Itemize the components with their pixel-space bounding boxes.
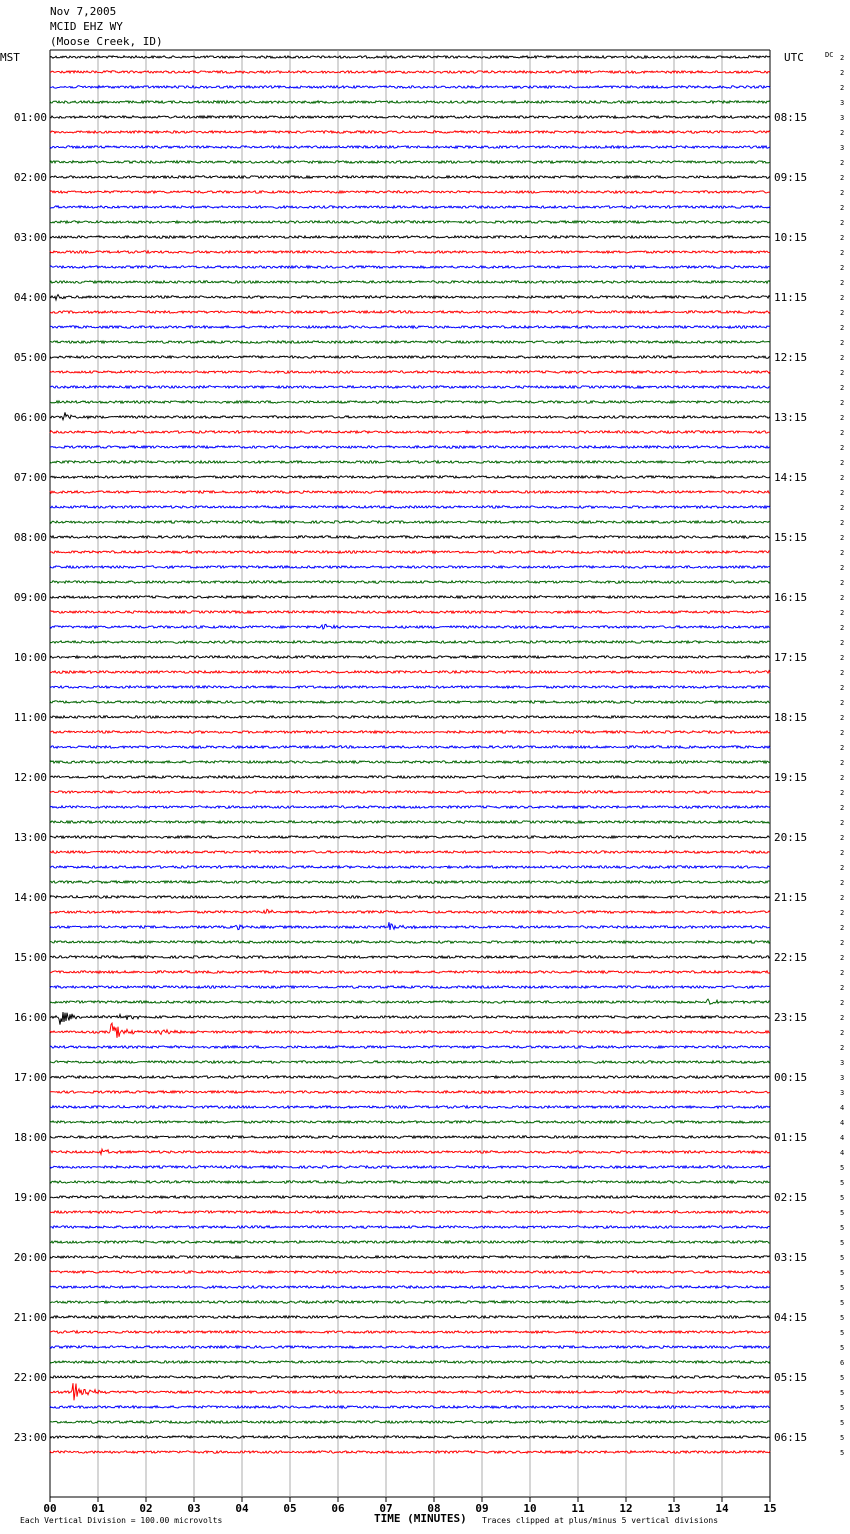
right-hour-label: 05:15 [774,1371,808,1384]
right-hour-label: 12:15 [774,351,808,364]
trace-line [50,731,770,733]
dc-offset-label: 3 [840,1059,845,1067]
dc-offset-label: 2 [840,129,845,137]
right-hour-label: 01:15 [774,1131,808,1144]
dc-offset-label: 2 [840,684,845,692]
trace-line [50,1181,770,1183]
dc-offset-label: 2 [840,579,845,587]
dc-offset-label: 3 [840,114,845,122]
right-hour-label: 20:15 [774,831,808,844]
right-hour-label: 06:15 [774,1431,808,1444]
dc-offset-label: 4 [840,1134,845,1142]
trace-line [50,971,770,973]
right-hour-label: 08:15 [774,111,808,124]
dc-offset-label: 2 [840,54,845,62]
trace-line [50,1361,770,1363]
station-location: (Moose Creek, ID) [50,35,163,48]
dc-offset-label: 5 [840,1314,845,1322]
dc-offset-label: 4 [840,1149,845,1157]
trace-line [50,999,770,1004]
dc-offset-label: 2 [840,909,845,917]
dc-offset-label: 2 [840,234,845,242]
left-hour-label: 20:00 [13,1251,47,1264]
x-tick-label: 06 [331,1502,345,1515]
dc-offset-label: 2 [840,534,845,542]
dc-offset-label: 2 [840,489,845,497]
dc-offset-label: 2 [840,279,845,287]
x-tick-label: 01 [91,1502,105,1515]
trace-line [50,956,770,958]
left-hour-label: 18:00 [13,1131,47,1144]
trace-line [50,1406,770,1408]
trace-line [50,491,770,493]
dc-offset-label: 2 [840,354,845,362]
dc-offset-label: 2 [840,654,845,662]
trace-line [50,656,770,658]
dc-offset-label: 5 [840,1404,845,1412]
right-hour-label: 00:15 [774,1071,808,1084]
trace-line [50,266,770,268]
left-hour-label: 09:00 [13,591,47,604]
right-hour-label: 15:15 [774,531,808,544]
trace-line [50,56,770,58]
dc-offset-label: 2 [840,399,845,407]
footer-scale-note: Each Vertical Division = 100.00 microvolts [20,1516,223,1525]
right-hour-label: 04:15 [774,1311,808,1324]
dc-offset-label: 2 [840,819,845,827]
right-hour-label: 22:15 [774,951,808,964]
dc-offset-label: 2 [840,999,845,1007]
trace-line [50,1376,770,1378]
trace-line [50,1106,770,1108]
dc-offset-label: 2 [840,564,845,572]
left-hour-label: 05:00 [13,351,47,364]
dc-offset-label: 2 [840,189,845,197]
trace-line [50,866,770,868]
trace-line [50,791,770,793]
trace-line [50,446,770,448]
dc-offset-label: 2 [840,159,845,167]
dc-offset-label: 2 [840,459,845,467]
trace-line [50,161,770,163]
dc-offset-label: 2 [840,789,845,797]
dc-offset-label: 5 [840,1209,845,1217]
dc-offset-label: 2 [840,84,845,92]
trace-line [50,251,770,253]
trace-line [50,206,770,208]
station-date: Nov 7,2005 [50,5,117,18]
trace-line [50,131,770,133]
dc-offset-label: 2 [840,204,845,212]
left-hour-label: 16:00 [13,1011,47,1024]
left-hour-label: 19:00 [13,1191,47,1204]
trace-line [50,1256,770,1258]
right-hour-label: 16:15 [774,591,808,604]
trace-line [50,1226,770,1228]
trace-line [50,71,770,73]
dc-offset-label: 2 [840,609,845,617]
dc-offset-label: 4 [840,1119,845,1127]
trace-line [50,716,770,718]
dc-offset-label: 5 [840,1254,845,1262]
dc-offset-label: 2 [840,804,845,812]
dc-offset-label: 2 [840,834,845,842]
trace-line [50,506,770,508]
trace-line [50,1136,770,1138]
left-hour-label: 11:00 [13,711,47,724]
left-hour-label: 15:00 [13,951,47,964]
x-tick-label: 13 [667,1502,681,1515]
dc-offset-label: 2 [840,759,845,767]
left-hour-label: 04:00 [13,291,47,304]
left-hour-label: 08:00 [13,531,47,544]
dc-offset-label: 2 [840,369,845,377]
dc-offset-label: 2 [840,729,845,737]
right-hour-label: 14:15 [774,471,808,484]
trace-line [50,476,770,478]
dc-offset-label: 2 [840,504,845,512]
left-hour-label: 06:00 [13,411,47,424]
trace-line [50,116,770,118]
trace-line [50,776,770,778]
trace-line [50,1091,770,1093]
trace-line [50,86,770,88]
x-tick-label: 05 [283,1502,297,1515]
dc-offset-label: 5 [840,1329,845,1337]
traces [50,56,770,1453]
left-hour-label: 12:00 [13,771,47,784]
dc-offset-label: 5 [840,1179,845,1187]
dc-offset-label: 2 [840,324,845,332]
trace-line [50,341,770,343]
dc-offset-label: 2 [840,309,845,317]
dc-offset-label: 5 [840,1389,845,1397]
dc-offset-label: 2 [840,969,845,977]
x-tick-label: 12 [619,1502,633,1515]
trace-line [50,1383,770,1400]
dc-offset-label: 2 [840,939,845,947]
trace-line [50,821,770,823]
trace-line [50,701,770,703]
trace-line [50,671,770,673]
dc-offset-label: 2 [840,699,845,707]
trace-line [50,1046,770,1048]
trace-line [50,461,770,463]
right-hour-label: 02:15 [774,1191,808,1204]
dc-offset-label: 2 [840,849,845,857]
x-tick-label: 02 [139,1502,153,1515]
dc-offset-label: 3 [840,1089,845,1097]
trace-line [50,1286,770,1288]
dc-offset-label: 2 [840,294,845,302]
trace-line [50,1241,770,1243]
trace-line [50,941,770,943]
dc-offset-label: 3 [840,1074,845,1082]
x-tick-label: 04 [235,1502,249,1515]
dc-offset-label: 2 [840,384,845,392]
trace-line [50,551,770,553]
right-hour-label: 21:15 [774,891,808,904]
trace-line [50,401,770,403]
trace-line [50,191,770,193]
dc-offset-label: 2 [840,894,845,902]
dc-offset-label: 5 [840,1224,845,1232]
dc-offset-label: 2 [840,594,845,602]
trace-line [50,295,770,300]
dc-offset-label: 2 [840,624,845,632]
left-hour-label: 13:00 [13,831,47,844]
dc-offset-label: 2 [840,864,845,872]
trace-line [50,686,770,688]
dc-offset-label: 3 [840,144,845,152]
trace-line [50,881,770,883]
left-hour-label: 23:00 [13,1431,47,1444]
dc-offset-label: 2 [840,1014,845,1022]
trace-line [50,1271,770,1273]
dc-offset-label: 2 [840,249,845,257]
trace-line [50,1211,770,1213]
x-axis-title: TIME (MINUTES) [374,1512,467,1525]
trace-line [50,909,770,913]
trace-line [50,221,770,223]
trace-line [50,431,770,433]
trace-line [50,851,770,853]
left-hour-label: 10:00 [13,651,47,664]
dc-offset-label: 2 [840,714,845,722]
x-tick-label: 09 [475,1502,489,1515]
dc-offset-label: 2 [840,924,845,932]
trace-line [50,1331,770,1333]
dc-offset-label: 2 [840,474,845,482]
dc-offset-label: 2 [840,549,845,557]
left-hour-label: 22:00 [13,1371,47,1384]
right-hour-label: 13:15 [774,411,808,424]
left-hour-label: 01:00 [13,111,47,124]
trace-line [50,896,770,898]
x-tick-label: 07 [379,1502,393,1515]
trace-line [50,1023,770,1038]
trace-line [50,311,770,313]
right-hour-label: 19:15 [774,771,808,784]
trace-line [50,386,770,388]
trace-line [50,1346,770,1348]
x-tick-label: 15 [763,1502,777,1515]
dc-offset-label: 5 [840,1194,845,1202]
x-tick-label: 00 [43,1502,57,1515]
grid [50,50,770,1502]
left-hour-label: 07:00 [13,471,47,484]
trace-line [50,806,770,808]
trace-line [50,1436,770,1438]
dc-offset-label: 4 [840,1104,845,1112]
dc-offset-label: 5 [840,1284,845,1292]
dc-offset-label: 2 [840,1044,845,1052]
station-code: MCID EHZ WY [50,20,123,33]
trace-line [50,1451,770,1453]
dc-offset-label: 2 [840,429,845,437]
dc-offset-label: 2 [840,879,845,887]
right-hour-label: 23:15 [774,1011,808,1024]
trace-line [50,281,770,283]
right-hour-label: 10:15 [774,231,808,244]
right-zone-label: UTC [784,51,804,64]
trace-line [50,101,770,103]
trace-line [50,1149,770,1154]
dc-offset-label: 2 [840,744,845,752]
dc-label: DC [825,51,834,59]
trace-line [50,581,770,583]
dc-offset-label: 5 [840,1164,845,1172]
trace-line [50,236,770,238]
dc-offset-label: 5 [840,1434,845,1442]
dc-offset-label: 6 [840,1359,845,1367]
dc-offset-label: 2 [840,414,845,422]
trace-line [50,986,770,988]
left-hour-label: 02:00 [13,171,47,184]
trace-line [50,761,770,763]
trace-line [50,536,770,538]
left-hour-label: 21:00 [13,1311,47,1324]
trace-line [50,1061,770,1063]
dc-offset-label: 2 [840,264,845,272]
trace-line [50,1196,770,1198]
x-tick-label: 10 [523,1502,537,1515]
trace-line [50,641,770,643]
labels [0,51,844,1525]
dc-offset-label: 2 [840,174,845,182]
dc-offset-label: 2 [840,444,845,452]
dc-offset-label: 2 [840,219,845,227]
trace-line [50,1301,770,1303]
trace-line [50,412,770,419]
trace-line [50,521,770,523]
left-hour-label: 03:00 [13,231,47,244]
trace-line [50,176,770,178]
left-hour-label: 14:00 [13,891,47,904]
x-tick-label: 08 [427,1502,441,1515]
dc-offset-label: 2 [840,639,845,647]
dc-offset-label: 2 [840,984,845,992]
dc-offset-label: 2 [840,519,845,527]
x-tick-label: 14 [715,1502,729,1515]
dc-offset-label: 2 [840,954,845,962]
trace-line [50,326,770,328]
trace-line [50,1421,770,1423]
trace-line [50,146,770,148]
dc-offset-label: 2 [840,1029,845,1037]
trace-line [50,1076,770,1078]
right-hour-label: 03:15 [774,1251,808,1264]
dc-offset-label: 2 [840,69,845,77]
trace-line [50,566,770,568]
dc-offset-label: 5 [840,1269,845,1277]
trace-line [50,1166,770,1168]
left-hour-label: 17:00 [13,1071,47,1084]
trace-line [50,1316,770,1318]
footer-clip-note: Traces clipped at plus/minus 5 vertical divisions [482,1516,719,1525]
trace-line [50,371,770,373]
trace-line [50,611,770,613]
x-tick-label: 11 [571,1502,585,1515]
dc-offset-label: 5 [840,1299,845,1307]
dc-offset-label: 2 [840,669,845,677]
trace-line [50,1012,770,1025]
dc-offset-label: 5 [840,1239,845,1247]
trace-line [50,596,770,598]
trace-line [50,356,770,358]
trace-line [50,1121,770,1123]
right-hour-label: 11:15 [774,291,808,304]
right-hour-label: 18:15 [774,711,808,724]
dc-offset-label: 5 [840,1449,845,1457]
dc-offset-label: 3 [840,99,845,107]
x-tick-label: 03 [187,1502,201,1515]
dc-offset-label: 5 [840,1344,845,1352]
dc-offset-label: 2 [840,339,845,347]
right-hour-label: 17:15 [774,651,808,664]
trace-line [50,922,770,930]
right-hour-label: 09:15 [774,171,808,184]
left-zone-label: MST [0,51,20,64]
trace-line [50,624,770,629]
dc-offset-label: 5 [840,1374,845,1382]
dc-offset-label: 5 [840,1419,845,1427]
trace-line [50,746,770,748]
trace-line [50,836,770,838]
dc-offset-label: 2 [840,774,845,782]
